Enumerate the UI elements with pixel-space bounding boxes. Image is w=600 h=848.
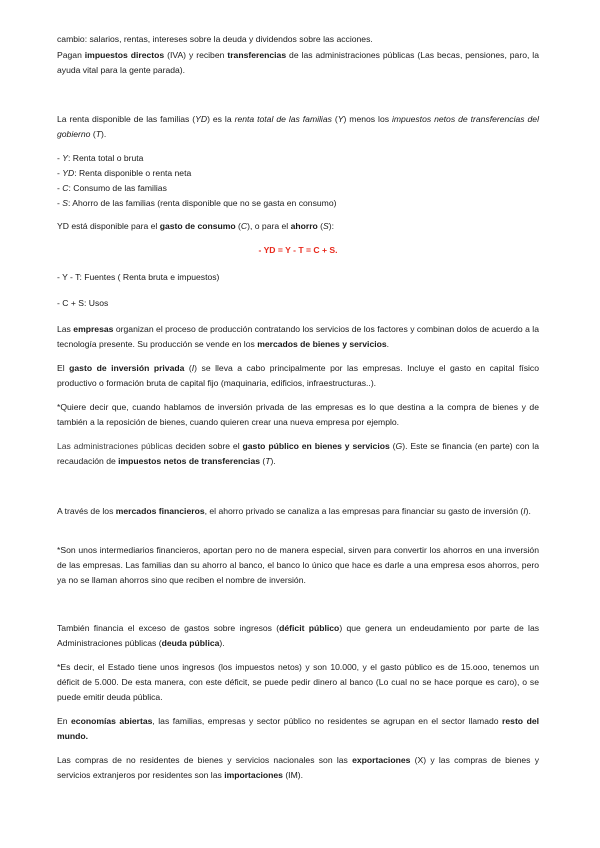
paragraph-3: La renta disponible de las familias (YD) es la renta total de las familias (Y) menos los impuestos netos de transferencias del gobierno (T). bbox=[57, 114, 539, 139]
paragraph-13: También financia el exceso de gastos sobre ingresos (déficit público) que genera un endeudamiento por parte de las Administraciones públicas (deuda pública). bbox=[57, 623, 540, 648]
paragraph-10: Las administraciones públicas deciden sobre el gasto público en bienes y servicios (G). Este se financia (en parte) con la recaudación de impuestos netos de transferencias (T). bbox=[57, 441, 539, 466]
paragraph-5: - Y - T: Fuentes ( Renta bruta e impuestos) bbox=[57, 272, 220, 282]
paragraph-9: *Quiere decir que, cuando hablamos de inversión privada de las empresas es lo que destina a la compra de bienes y de también a la reposición de bienes, cuando quieren crear una nueva empresa por ejemplo. bbox=[57, 402, 539, 427]
paragraph-15: En economías abiertas, las familias, empresas y sector público no residentes se agrupan en el sector llamado resto del mundo. bbox=[57, 716, 539, 741]
definitions-list bbox=[57, 151, 539, 211]
paragraph-6: - C + S: Usos bbox=[57, 298, 109, 308]
paragraph-11: A través de los mercados financieros, el ahorro privado se canaliza a las empresas para financiar su gasto de inversión (I). bbox=[57, 506, 531, 516]
definition-item: - Y: Renta total o bruta bbox=[57, 153, 144, 163]
paragraph-12: *Son unos intermediarios financieros, aportan pero no de manera especial, sirven para convertir los ahorros en una inversión de las empresas. Las familias dan su ahorro al banco, el banco lo único que hace es darle a una empresa esos ahorros, pero ya no se llaman ahorros sino que reciben el nombre de inversión. bbox=[57, 545, 539, 585]
paragraph-8: El gasto de inversión privada (I) se lleva a cabo principalmente por las empresas. Incluye el gasto en capital físico productivo o formación bruta de capital fijo (maquinaria, edificios, infraestructuras..). bbox=[57, 363, 540, 388]
definition-item: - YD: Renta disponible o renta neta bbox=[57, 168, 192, 178]
paragraph-16: Las compras de no residentes de bienes y servicios nacionales son las exportaciones (X) y las compras de bienes y servicios extranjeros por residentes son las importaciones (IM). bbox=[57, 755, 540, 780]
equation: - YD = Y - T = C + S. bbox=[258, 245, 338, 255]
paragraph-14: *Es decir, el Estado tiene unos ingresos (los impuestos netos) y son 10.000, y el gasto público es de 15.ooo, tenemos un déficit de 5.000. De esta manera, con este déficit, se puede pedir dinero al banco (Lo cual no se hace porque es caro), o se puede emitir deuda pública. bbox=[57, 662, 539, 702]
paragraph-2: Pagan impuestos directos (IVA) y reciben transferencias de las administraciones públicas (Las becas, pensiones, paro, la ayuda vital para la gente parada). bbox=[57, 50, 539, 75]
definition-item: - C: Consumo de las familias bbox=[57, 183, 167, 193]
paragraph-1: cambio: salarios, rentas, intereses sobre la deuda y dividendos sobre las acciones. bbox=[57, 34, 373, 44]
paragraph-7: Las empresas organizan el proceso de producción contratando los servicios de los factores y combinan dolos de acuerdo a la tecnología presente. Su producción se vende en los mercados de bienes y servicios. bbox=[57, 324, 539, 349]
paragraph-4: YD está disponible para el gasto de consumo (C), o para el ahorro (S): bbox=[57, 221, 335, 231]
definition-item: - S: Ahorro de las familias (renta disponible que no se gasta en consumo) bbox=[57, 198, 337, 208]
